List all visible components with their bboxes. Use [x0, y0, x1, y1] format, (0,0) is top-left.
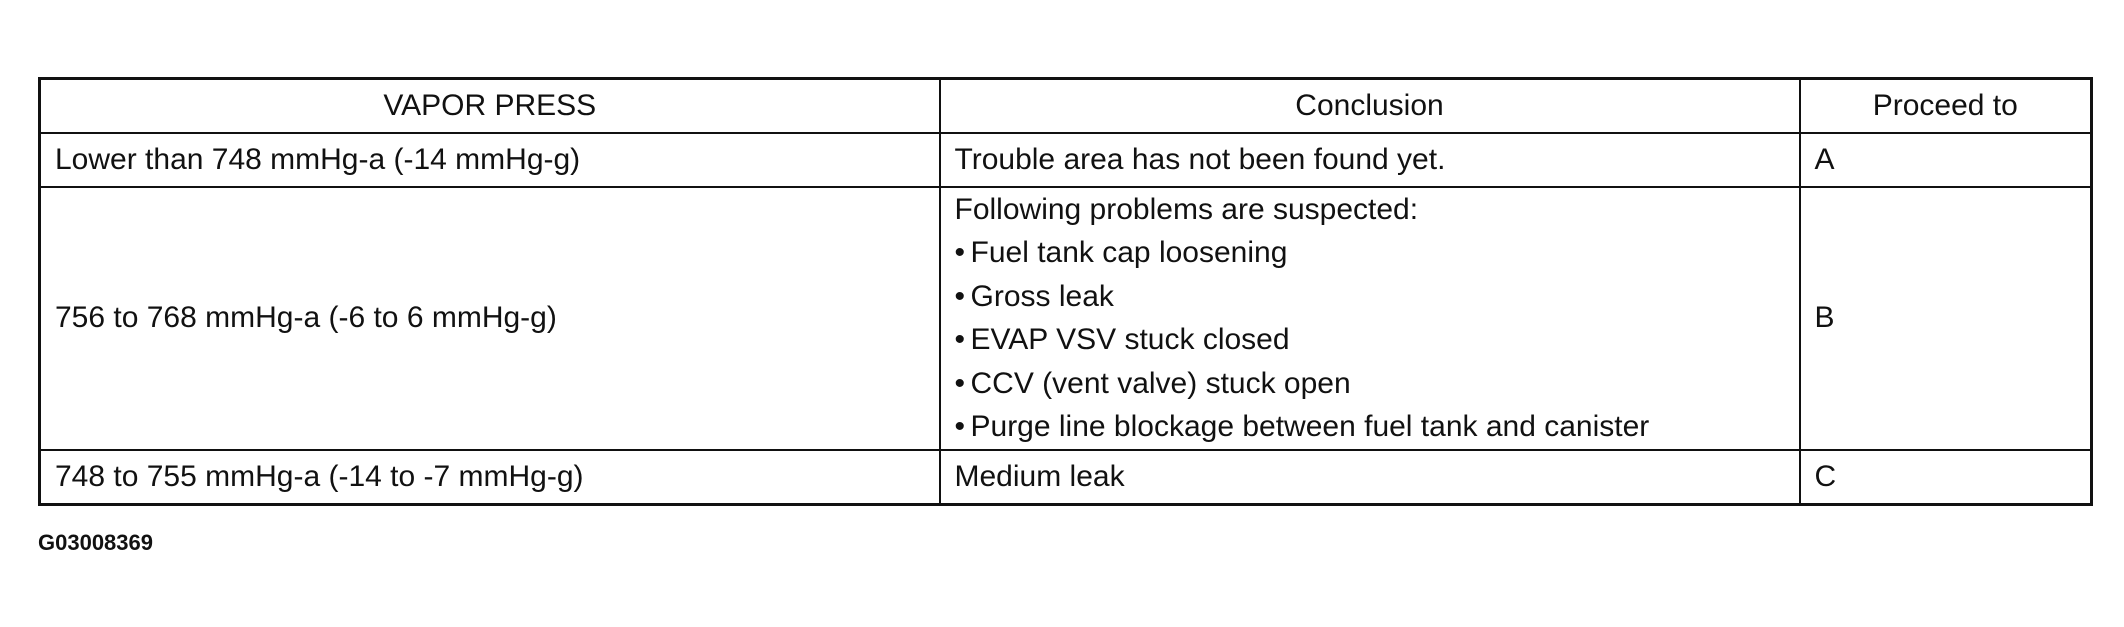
list-item-text: Fuel tank cap loosening	[970, 236, 1288, 269]
list-item-text: CCV (vent valve) stuck open	[970, 366, 1351, 400]
bullet-icon: •	[954, 279, 966, 313]
table-row	[40, 187, 2092, 450]
table-row	[40, 133, 2092, 187]
conclusion-cell	[940, 187, 1800, 450]
list-item	[955, 275, 1785, 319]
proceed-to-cell: B	[1800, 187, 2092, 450]
bullet-icon: •	[954, 366, 966, 400]
header-vapor-press: VAPOR PRESS	[40, 79, 940, 134]
list-item-text: Purge line blockage between fuel tank and canister	[970, 410, 1650, 443]
table-row	[40, 450, 2092, 505]
vapor-press-cell: Lower than 748 mmHg-a (-14 mmHg-g)	[40, 133, 940, 187]
vapor-press-cell: 748 to 755 mmHg-a (-14 to -7 mmHg-g)	[40, 450, 940, 505]
list-item-text: Gross leak	[970, 279, 1114, 313]
vapor-press-cell: 756 to 768 mmHg-a (-6 to 6 mmHg-g)	[40, 187, 940, 450]
bullet-icon: •	[954, 323, 966, 356]
conclusion-cell: Trouble area has not been found yet.	[940, 133, 1800, 187]
header-proceed-to: Proceed to	[1800, 79, 2092, 134]
bullet-icon: •	[954, 236, 966, 269]
list-item	[955, 318, 1785, 362]
diagnosis-table	[38, 77, 2093, 506]
list-item	[955, 231, 1785, 275]
proceed-to-cell: A	[1800, 133, 2092, 187]
bullet-icon: •	[954, 410, 966, 443]
proceed-to-cell: C	[1800, 450, 2092, 505]
suspected-problems-list	[955, 231, 1785, 449]
list-item	[955, 405, 1785, 449]
conclusion-lead-text: Following problems are suspected:	[954, 193, 1419, 226]
list-item-text: EVAP VSV stuck closed	[970, 323, 1290, 356]
list-item	[955, 362, 1785, 406]
conclusion-cell: Medium leak	[940, 450, 1800, 505]
figure-code: G03008369	[38, 530, 153, 555]
header-conclusion: Conclusion	[940, 79, 1800, 134]
table-header-row	[40, 79, 2092, 134]
